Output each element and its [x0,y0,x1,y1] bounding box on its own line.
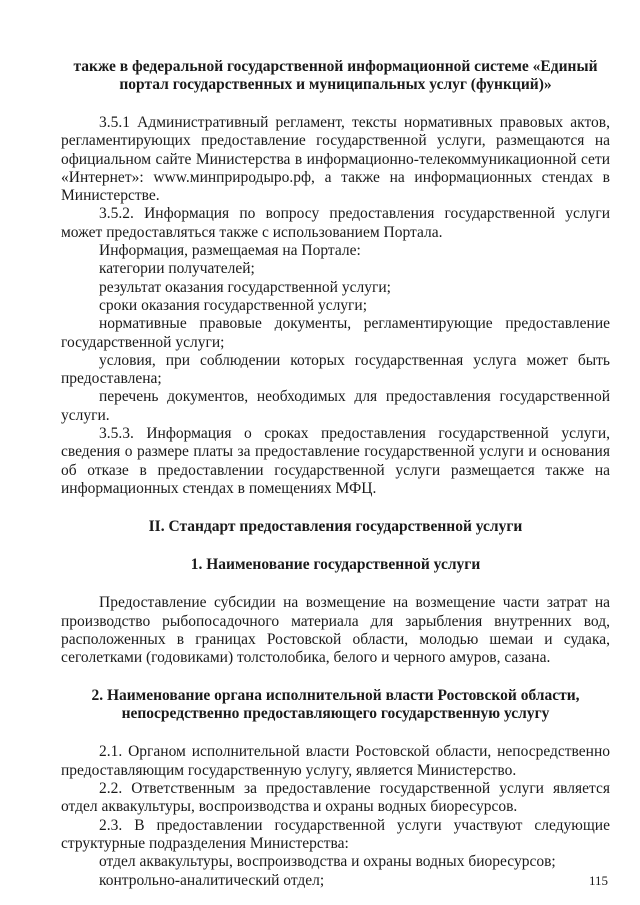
paragraph: 3.5.2. Информация по вопросу предоставления государственной услуги может предоставляться также с использованием Портала. [61,205,610,241]
paragraph: 3.5.3. Информация о сроках предоставления государственной услуги, сведения о размере платы за предоставление государственной услуги и основания об отказе в предоставлении государственной услуги размещается также на информационных стендах в помещениях МФЦ. [61,425,610,497]
section-heading-line: непосредственно предоставляющего государственную услугу [121,705,550,723]
paragraph: 2.3. В предоставлении государственной услуги участвуют следующие структурные подразделения Министерства: [61,816,610,852]
list-item: отдел аквакультуры, воспроизводства и охраны водных биоресурсов; [99,853,556,871]
paragraph: 3.5.1 Административный регламент, тексты нормативных правовых актов, регламентирующих предоставление государственной услуги, размещаются на официальном сайте Министерства в информационно-телекоммуникационной сети «Интернет»: www.минприродыро.рф, а также на информационных стендах в Министерстве. [61,114,610,205]
list-item: перечень документов, необходимых для предоставления государственной услуги. [61,388,610,424]
section-intro-heading [61,58,610,94]
paragraph: 2.2. Ответственным за предоставление государственной услуги является отдел аквакультуры, воспроизводства и охраны водных биоресурсов. [61,780,610,816]
page-number: 115 [588,873,608,888]
section-body-content [61,743,610,889]
list-item: категории получателей; [99,260,255,278]
document-page [61,58,610,890]
list-item: контрольно-аналитический отдел; [99,871,325,889]
list-item: сроки оказания государственной услуги; [99,296,368,314]
section-name-heading: 1. Наименование государственной услуги [190,556,481,574]
section-heading-line: также в федеральной государственной информационной системе «Единый [73,58,598,75]
paragraph: Предоставление субсидии на возмещение на возмещение части затрат на производство рыбопосадочного материала для зарыбления внутренних вод, расположенных в границах Ростовской области, молодью шемаи и судака, сеголетками (годовиками) толстолобика, белого и черного амуров, сазана. [61,594,610,667]
paragraph: 2.1. Органом исполнительной власти Ростовской области, непосредственно предоставляющим государственную услугу, является Министерство. [61,743,610,779]
list-item: условия, при соблюдении которых государственная услуга может быть предоставлена; [61,351,610,388]
list-item: нормативные правовые документы, регламентирующие предоставление государственной услуги; [61,315,610,351]
section-heading-line: портал государственных и муниципальных услуг (функций)» [119,76,552,93]
chapter-heading: II. Стандарт предоставления государственной услуги [148,518,523,536]
section-intro-body [61,114,610,498]
section-body-heading [61,687,610,723]
paragraph: Информация, размещаемая на Портале: [99,242,361,260]
list-item: результат оказания государственной услуги; [99,278,391,296]
section-heading-line: 2. Наименование органа исполнительной власти Ростовской области, [91,687,580,705]
